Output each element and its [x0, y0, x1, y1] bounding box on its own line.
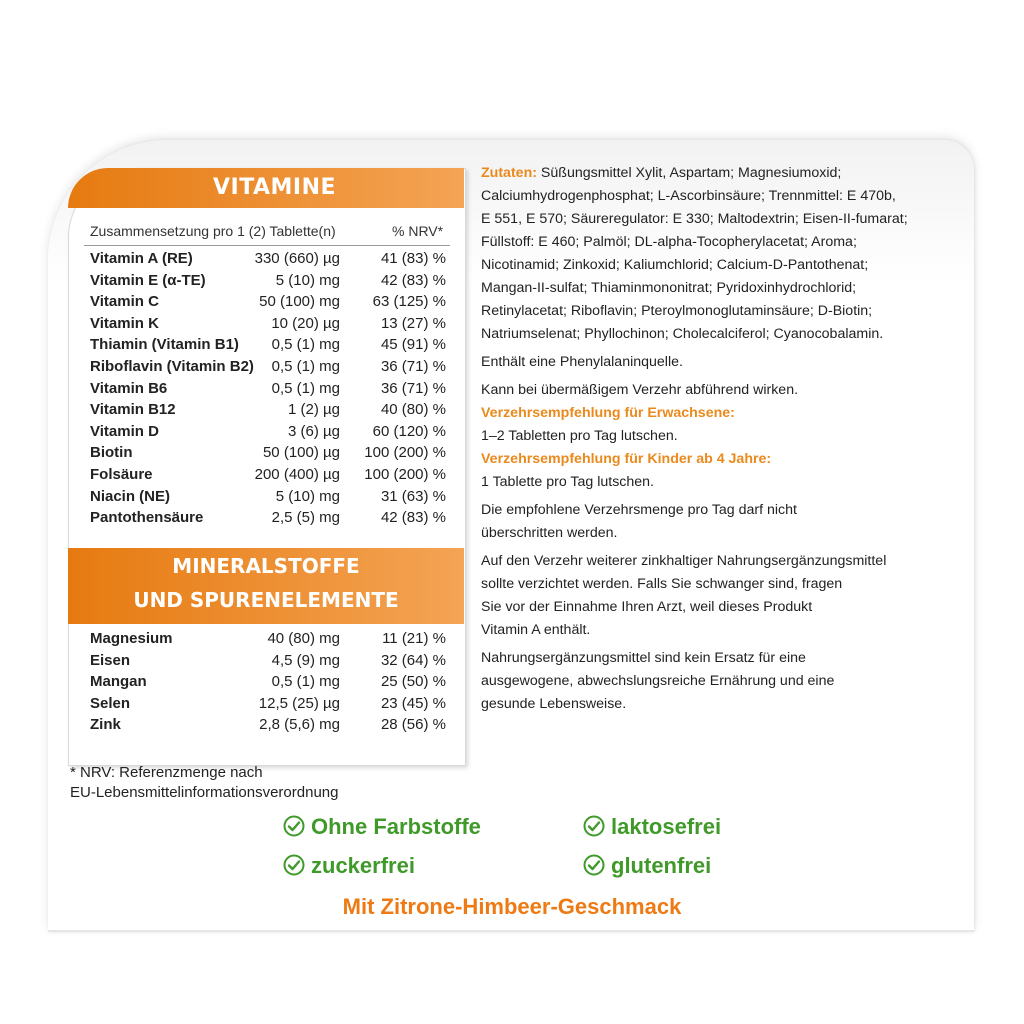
- check-circle-icon: [583, 815, 605, 837]
- nutrient-name: Magnesium: [90, 630, 173, 647]
- nutrient-amount: 200 (400) µg: [254, 466, 340, 483]
- ingredients-line: Retinylacetat; Riboflavin; Pteroylmonoglutaminsäure; D-Biotin;: [481, 303, 873, 319]
- badge-label: zuckerfrei: [311, 853, 415, 878]
- nutrient-nrv: 32 (64) %: [380, 651, 446, 669]
- nutrient-nrv: 63 (125) %: [372, 293, 446, 311]
- nutrient-name: Thiamin (Vitamin B1): [90, 336, 239, 354]
- zinc-warning: Sie vor der Einnahme Ihren Arzt, weil dieses Produkt: [481, 599, 813, 615]
- zinc-warning: sollte verzichtet werden. Falls Sie schwanger sind, fragen: [481, 576, 843, 592]
- child-dosage-text: 1 Tablette pro Tag lutschen.: [481, 474, 654, 490]
- footnote-line2: EU-Lebensmittelinformationsverordnung: [70, 784, 339, 801]
- nutrient-amount: 12,5 (25) µg: [258, 694, 340, 712]
- nutrient-nrv: 45 (91) %: [380, 336, 446, 354]
- adult-dosage-heading: Verzehrsempfehlung für Erwachsene:: [481, 405, 735, 421]
- nutrient-amount: 50 (100) mg: [259, 293, 340, 311]
- vitamine-title: VITAMINE: [213, 175, 337, 200]
- mineral-title-line2: UND SPURENELEMENTE: [133, 588, 399, 612]
- badge-ohne-farbstoffe: [283, 814, 481, 840]
- nutrient-name: Vitamin A (RE): [90, 250, 193, 267]
- nutrient-nrv: 13 (27) %: [380, 314, 446, 332]
- nrv-column-label: % NRV*: [392, 223, 444, 239]
- nutrient-name: Biotin: [90, 444, 133, 462]
- nutrient-amount: 0,5 (1) mg: [271, 673, 340, 691]
- supplement-note: ausgewogene, abwechslungsreiche Ernährung und eine: [481, 673, 835, 689]
- ingredients-line: Mangan-II-sulfat; Thiaminmononitrat; Pyridoxinhydrochlorid;: [481, 280, 857, 296]
- ingredients-line: E 551, E 570; Säureregulator: E 330; Maltodextrin; Eisen-II-fumarat;: [481, 211, 908, 227]
- ingredients-text: Süßungsmittel Xylit, Aspartam; Magnesiumoxid;: [540, 165, 842, 181]
- ingredients-label: Zutaten:: [481, 165, 537, 181]
- limit-note: Die empfohlene Verzehrsmenge pro Tag darf nicht: [481, 502, 797, 518]
- nutrient-nrv: 28 (56) %: [380, 716, 446, 734]
- child-dosage-heading: Verzehrsempfehlung für Kinder ab 4 Jahre:: [481, 451, 772, 467]
- nutrient-amount: 5 (10) mg: [275, 271, 340, 289]
- badge-laktosefrei: [583, 814, 721, 840]
- mineral-header: [68, 548, 464, 624]
- nutrient-amount: 2,8 (5,6) mg: [259, 716, 340, 734]
- check-circle-icon: [583, 854, 605, 876]
- nutrient-name: Selen: [90, 694, 131, 712]
- footnote-line1: * NRV: Referenzmenge nach: [70, 764, 263, 781]
- nutrient-amount: 330 (660) µg: [254, 250, 340, 267]
- badge-label: laktosefrei: [611, 814, 722, 839]
- nutrient-name: Vitamin E (α-TE): [90, 271, 206, 289]
- nutrient-nrv: 23 (45) %: [380, 694, 446, 712]
- badge-zuckerfrei: [283, 853, 415, 879]
- nutrient-name: Vitamin B12: [90, 401, 176, 419]
- ingredients-line: Füllstoff: E 460; Palmöl; DL-alpha-Tocopherylacetat; Aroma;: [481, 234, 857, 250]
- nutrient-nrv: 60 (120) %: [372, 422, 446, 440]
- panel-bottom-edge: [48, 930, 974, 932]
- nrv-footnote: [70, 763, 338, 803]
- nutrient-nrv: 42 (83) %: [380, 271, 446, 289]
- nutrient-name: Folsäure: [90, 466, 153, 483]
- ingredients-column: [481, 162, 961, 716]
- nutrient-name: Vitamin B6: [90, 379, 168, 397]
- nutrient-name: Vitamin D: [90, 422, 159, 440]
- badge-glutenfrei: [583, 853, 711, 879]
- zinc-warning: Vitamin A enthält.: [481, 622, 591, 638]
- nutrient-name: Vitamin C: [90, 293, 159, 311]
- laxative-note: Kann bei übermäßigem Verzehr abführend wirken.: [481, 382, 799, 398]
- ingredients-line: Natriumselenat; Phyllochinon; Cholecalciferol; Cyanocobalamin.: [481, 326, 884, 342]
- nutrient-amount: 40 (80) mg: [267, 630, 340, 647]
- nutrient-name: Mangan: [90, 673, 147, 691]
- supplement-note: gesunde Lebensweise.: [481, 696, 627, 712]
- ingredients-line: Nicotinamid; Zinkoxid; Kaliumchlorid; Calcium-D-Pantothenat;: [481, 257, 869, 273]
- nutrient-amount: 2,5 (5) mg: [271, 509, 340, 527]
- ingredients-line: [481, 162, 961, 185]
- nutrient-nrv: 41 (83) %: [380, 250, 446, 267]
- nutrient-amount: 0,5 (1) mg: [271, 379, 340, 397]
- nutrient-amount: 4,5 (9) mg: [271, 651, 340, 669]
- nutrient-nrv: 31 (63) %: [380, 487, 446, 505]
- mineral-title-line1: MINERALSTOFFE: [172, 554, 360, 578]
- nutrient-amount: 0,5 (1) mg: [271, 336, 340, 354]
- nutrient-name: Eisen: [90, 651, 131, 669]
- nutrient-amount: 1 (2) µg: [288, 401, 340, 419]
- nutrient-amount: 0,5 (1) mg: [271, 358, 340, 375]
- check-circle-icon: [283, 854, 305, 876]
- phenylalanine-note: Enthält eine Phenylalaninquelle.: [481, 354, 683, 370]
- vitamine-header: [68, 168, 464, 208]
- nutrient-amount: 50 (100) µg: [262, 444, 340, 462]
- nutrient-name: Niacin (NE): [90, 487, 171, 505]
- adult-dosage-text: 1–2 Tabletten pro Tag lutschen.: [481, 428, 678, 444]
- nutrient-amount: 10 (20) µg: [271, 314, 340, 332]
- zinc-warning: Auf den Verzehr weiterer zinkhaltiger Nahrungsergänzungsmittel: [481, 553, 887, 569]
- flavor-claim: Mit Zitrone-Himbeer-Geschmack: [342, 894, 682, 919]
- nutrient-nrv: 100 (200) %: [364, 466, 446, 483]
- composition-label: Zusammensetzung pro 1 (2) Tablette(n): [90, 223, 336, 239]
- nutrient-nrv: 100 (200) %: [364, 444, 446, 462]
- ingredients-line: Calciumhydrogenphosphat; L-Ascorbinsäure; Trennmittel: E 470b,: [481, 188, 896, 204]
- nutrient-name: Pantothensäure: [90, 509, 204, 527]
- nutrient-nrv: 42 (83) %: [380, 509, 446, 527]
- nutrient-nrv: 36 (71) %: [380, 358, 446, 375]
- nutrient-nrv: 25 (50) %: [380, 673, 446, 691]
- nutrient-amount: 5 (10) mg: [275, 487, 340, 505]
- nutrient-nrv: 11 (21) %: [382, 630, 446, 647]
- nutrient-amount: 3 (6) µg: [288, 422, 340, 440]
- nutrient-nrv: 36 (71) %: [380, 379, 446, 397]
- badge-label: glutenfrei: [611, 853, 712, 878]
- nutrient-name: Zink: [90, 716, 121, 734]
- nutrient-name: Riboflavin (Vitamin B2): [90, 358, 254, 375]
- column-divider: [84, 245, 450, 246]
- badge-label: Ohne Farbstoffe: [311, 814, 481, 839]
- supplement-note: Nahrungsergänzungsmittel sind kein Ersatz für eine: [481, 650, 806, 666]
- nutrient-nrv: 40 (80) %: [380, 401, 446, 419]
- nutrient-name: Vitamin K: [90, 314, 159, 332]
- limit-note: überschritten werden.: [481, 525, 618, 541]
- check-circle-icon: [283, 815, 305, 837]
